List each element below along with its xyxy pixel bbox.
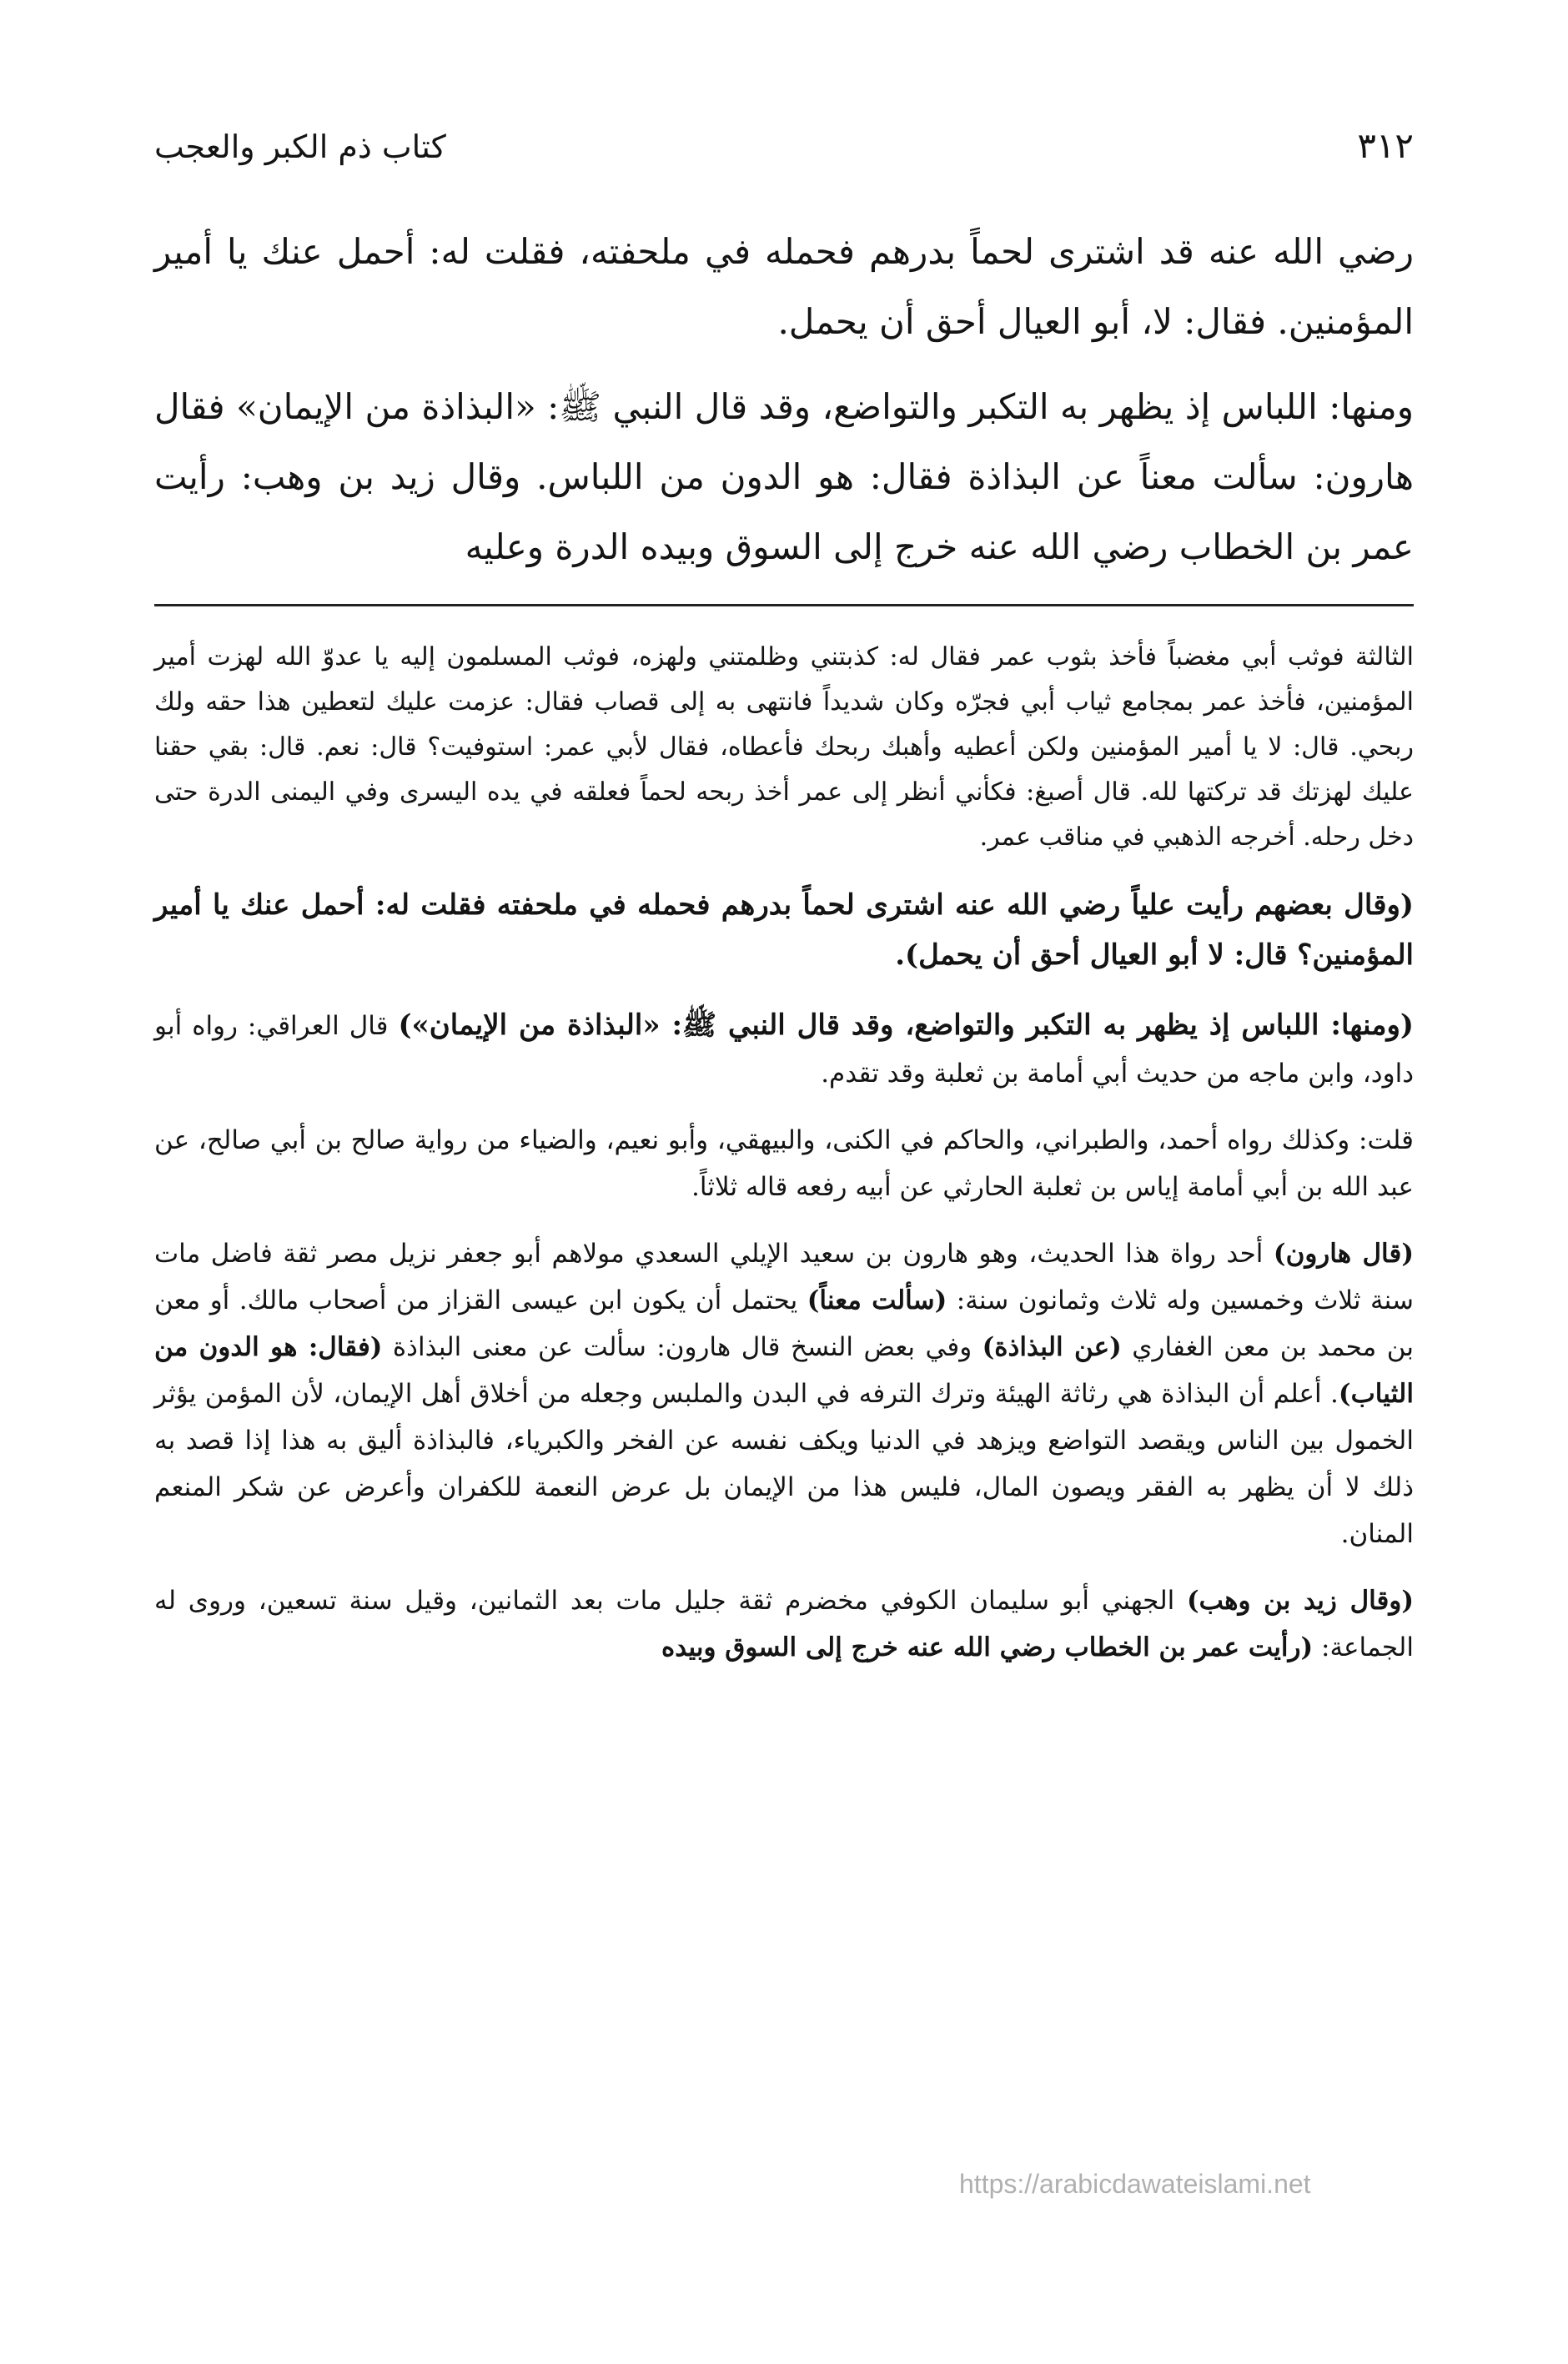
commentary-text: وفي بعض النسخ قال هارون: سألت عن معنى البذاذة (382, 1332, 983, 1362)
commentary-text: قال العراقي: رواه أبو داود، وابن ماجه من حديث أبي أمامة بن ثعلبة وقد تقدم. (154, 1011, 1414, 1089)
main-paragraph: رضي الله عنه قد اشترى لحماً بدرهم فحمله في ملحفته، فقلت له: أحمل عنك يا أمير المؤمنين. فقال: لا، أبو العيال أحق أن يحمل. (154, 231, 1414, 342)
quoted-text-bold: (سألت معناً) (807, 1285, 947, 1315)
commentary-text: يحتمل أن يكون ابن عيسى القزاز من أصحاب مالك. أو معن بن محمد بن معن الغفاري (154, 1285, 1414, 1362)
quoted-text-bold: (وقال بعضهم رأيت علياً رضي الله عنه اشترى لحماً بدرهم فحمله في ملحفته فقلت له: أحمل عنك يا أمير المؤمنين؟ قال: لا أبو العيال أحق أن يحمل). (154, 888, 1414, 972)
page-number: ٣١٢ (1357, 125, 1414, 166)
commentary-paragraph (154, 1577, 1414, 1671)
main-text (154, 217, 1414, 582)
quoted-text-bold: (وقال زيد بن وهب) (1187, 1586, 1414, 1616)
commentary-paragraph: قلت: وكذلك رواه أحمد، والطبراني، والحاكم في الكنى، والبيهقي، وأبو نعيم، والضياء من رواية صالح بن أبي صالح، عن عبد الله بن أبي أمامة إياس بن ثعلبة الحارثي عن أبيه رفعه قاله ثلاثاً. (154, 1125, 1414, 1202)
commentary-paragraph (154, 1000, 1414, 1097)
watermark-url: https://arabicdawateislami.net (959, 2169, 1311, 2199)
quoted-text-bold: (قال هارون) (1273, 1239, 1414, 1269)
quoted-text (154, 880, 1414, 980)
commentary-paragraph (154, 1230, 1414, 1557)
quoted-text-bold: (فقال: هو الدون من الثياب) (154, 1332, 1414, 1409)
commentary-text: . أعلم أن البذاذة هي رثاثة الهيئة وترك الترفه في البدن والملبس وجعله من أخلاق أهل الإيمان، لأن المؤمن يؤثر الخمول بين الناس ويقصد التواضع ويزهد في الدنيا ويكف نفسه عن الفخر والكبرياء، فالبذاذة أليق به هذا إذا قصد به ذلك لا أن يظهر به الفقر ويصون المال، فليس هذا من الإيمان بل عرض النعمة للكفران وأعرض عن شكر المنعم المنان. (154, 1379, 1414, 1549)
commentary-text: أحد رواة هذا الحديث، وهو هارون بن سعيد الإيلي السعدي مولاهم أبو جعفر نزيل مصر ثقة فاضل مات سنة ثلاث وخمسين وله ثلاث وثمانون سنة: (154, 1239, 1415, 1315)
main-paragraph: ومنها: اللباس إذ يظهر به التكبر والتواضع، وقد قال النبي ﷺ: «البذاذة من الإيمان» فقال هارون: سألت معناً عن البذاذة فقال: هو الدون من اللباس. وقال زيد بن وهب: رأيت عمر بن الخطاب رضي الله عنه خرج إلى السوق وبيده الدرة وعليه (154, 386, 1414, 567)
commentary (154, 635, 1414, 1671)
quoted-text-bold: (ومنها: اللباس إذ يظهر به التكبر والتواضع، وقد قال النبي ﷺ: «البذاذة من الإيمان») (398, 1008, 1414, 1042)
footnote-divider (154, 604, 1414, 606)
running-head (154, 125, 1414, 184)
commentary-text: الجهني أبو سليمان الكوفي مخضرم ثقة جليل مات بعد الثمانين، وقيل سنة تسعين، وروى له الجماعة: (154, 1586, 1414, 1662)
book-title: كتاب ذم الكبر والعجب (154, 128, 446, 165)
quoted-text-bold: (عن البذاذة) (982, 1332, 1122, 1362)
quoted-text-bold: (رأيت عمر بن الخطاب رضي الله عنه خرج إلى السوق وبيده (661, 1632, 1314, 1662)
footnote-paragraph: الثالثة فوثب أبي مغضباً فأخذ بثوب عمر فقال له: كذبتني وظلمتني ولهزه، فوثب المسلمون إليه يا عدوّ الله لهزت أمير المؤمنين، فأخذ عمر بمجامع ثياب أبي فجرّه وكان شديداً فانتهى به إلى قصاب فقال: عزمت عليك لتعطين هذا حقه ولك ربحي. قال: لا يا أمير المؤمنين ولكن أعطيه وأهبك ربحك فأعطاه، فقال لأبي عمر: استوفيت؟ قال: نعم. قال: بقي حقنا عليك لهزتك قد تركتها لله. قال أصبغ: فكأني أنظر إلى عمر أخذ ربحه لحماً فعلقه في يده اليسرى وفي اليمنى الدرة حتى دخل رحله. أخرجه الذهبي في مناقب عمر. (154, 642, 1414, 852)
book-page (154, 125, 1414, 2261)
